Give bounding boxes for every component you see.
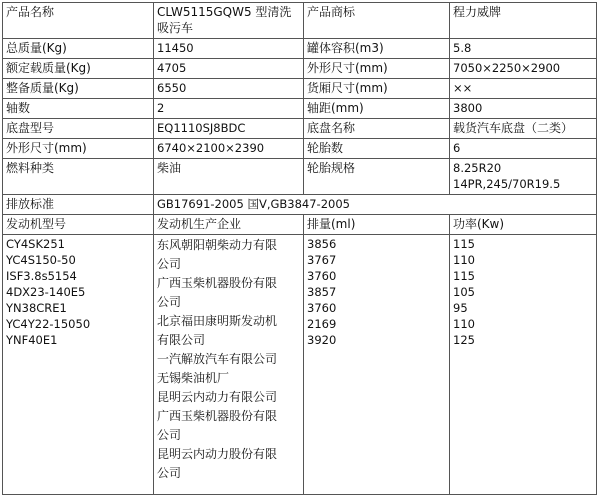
engine-models-list: CY4SK251 YC4S150-50 ISF3.8s5154 4DX23-140E5 YN38CRE1 YC4Y22-15050 YNF40E1 — [3, 235, 154, 495]
value-curb-mass: 6550 — [154, 79, 304, 99]
value-emission-standard: GB17691-2005 国Ⅴ,GB3847-2005 — [154, 195, 597, 215]
table-row — [3, 159, 597, 195]
table-row — [3, 39, 597, 59]
label-trademark: 产品商标 — [304, 3, 450, 39]
value-gross-mass: 11450 — [154, 39, 304, 59]
table-row — [3, 59, 597, 79]
engine-displacements-list: 3856 3767 3760 3857 3760 2169 3920 — [304, 235, 450, 495]
table-row — [3, 119, 597, 139]
value-chassis-dimensions: 6740×2100×2390 — [154, 139, 304, 159]
header-engine-model: 发动机型号 — [3, 215, 154, 235]
label-fuel-type: 燃料种类 — [3, 159, 154, 195]
label-chassis-model: 底盘型号 — [3, 119, 154, 139]
header-power: 功率(Kw) — [450, 215, 597, 235]
engine-powers-list: 115 110 115 105 95 110 125 — [450, 235, 597, 495]
label-axle-count: 轴数 — [3, 99, 154, 119]
header-engine-maker: 发动机生产企业 — [154, 215, 304, 235]
value-product-name: CLW5115GQW5 型清洗吸污车 — [154, 3, 304, 39]
label-gross-mass: 总质量(Kg) — [3, 39, 154, 59]
table-row — [3, 79, 597, 99]
label-rated-load: 额定载质量(Kg) — [3, 59, 154, 79]
label-curb-mass: 整备质量(Kg) — [3, 79, 154, 99]
header-displacement: 排量(ml) — [304, 215, 450, 235]
table-row — [3, 99, 597, 119]
label-tank-volume: 罐体容积(m3) — [304, 39, 450, 59]
value-cargo-box-size: ×× — [450, 79, 597, 99]
value-tire-count: 6 — [450, 139, 597, 159]
value-wheelbase: 3800 — [450, 99, 597, 119]
table-row — [3, 235, 597, 495]
value-tank-volume: 5.8 — [450, 39, 597, 59]
spec-table — [2, 2, 597, 495]
value-fuel-type: 柴油 — [154, 159, 304, 195]
label-tire-spec: 轮胎规格 — [304, 159, 450, 195]
engine-makers-list: 东风朝阳朝柴动力有限 公司 广西玉柴机器股份有限 公司 北京福田康明斯发动机 有限公司 一汽解放汽车有限公司 无锡柴油机厂 昆明云内动力有限公司 广西玉柴机器股份有限 公司 昆明云内动力股份有限 公司 — [154, 235, 304, 495]
value-chassis-model: EQ1110SJ8BDC — [154, 119, 304, 139]
label-overall-dimensions: 外形尺寸(mm) — [304, 59, 450, 79]
table-row — [3, 215, 597, 235]
label-chassis-name: 底盘名称 — [304, 119, 450, 139]
value-chassis-name: 载货汽车底盘（二类） — [450, 119, 597, 139]
label-tire-count: 轮胎数 — [304, 139, 450, 159]
label-cargo-box-size: 货厢尺寸(mm) — [304, 79, 450, 99]
label-wheelbase: 轴距(mm) — [304, 99, 450, 119]
value-axle-count: 2 — [154, 99, 304, 119]
table-row — [3, 195, 597, 215]
value-overall-dimensions: 7050×2250×2900 — [450, 59, 597, 79]
value-trademark: 程力威牌 — [450, 3, 597, 39]
value-tire-spec: 8.25R20 14PR,245/70R19.5 — [450, 159, 597, 195]
table-row — [3, 139, 597, 159]
value-rated-load: 4705 — [154, 59, 304, 79]
table-row — [3, 3, 597, 39]
label-emission-standard: 排放标准 — [3, 195, 154, 215]
label-chassis-dimensions: 外形尺寸(mm) — [3, 139, 154, 159]
label-product-name: 产品名称 — [3, 3, 154, 39]
